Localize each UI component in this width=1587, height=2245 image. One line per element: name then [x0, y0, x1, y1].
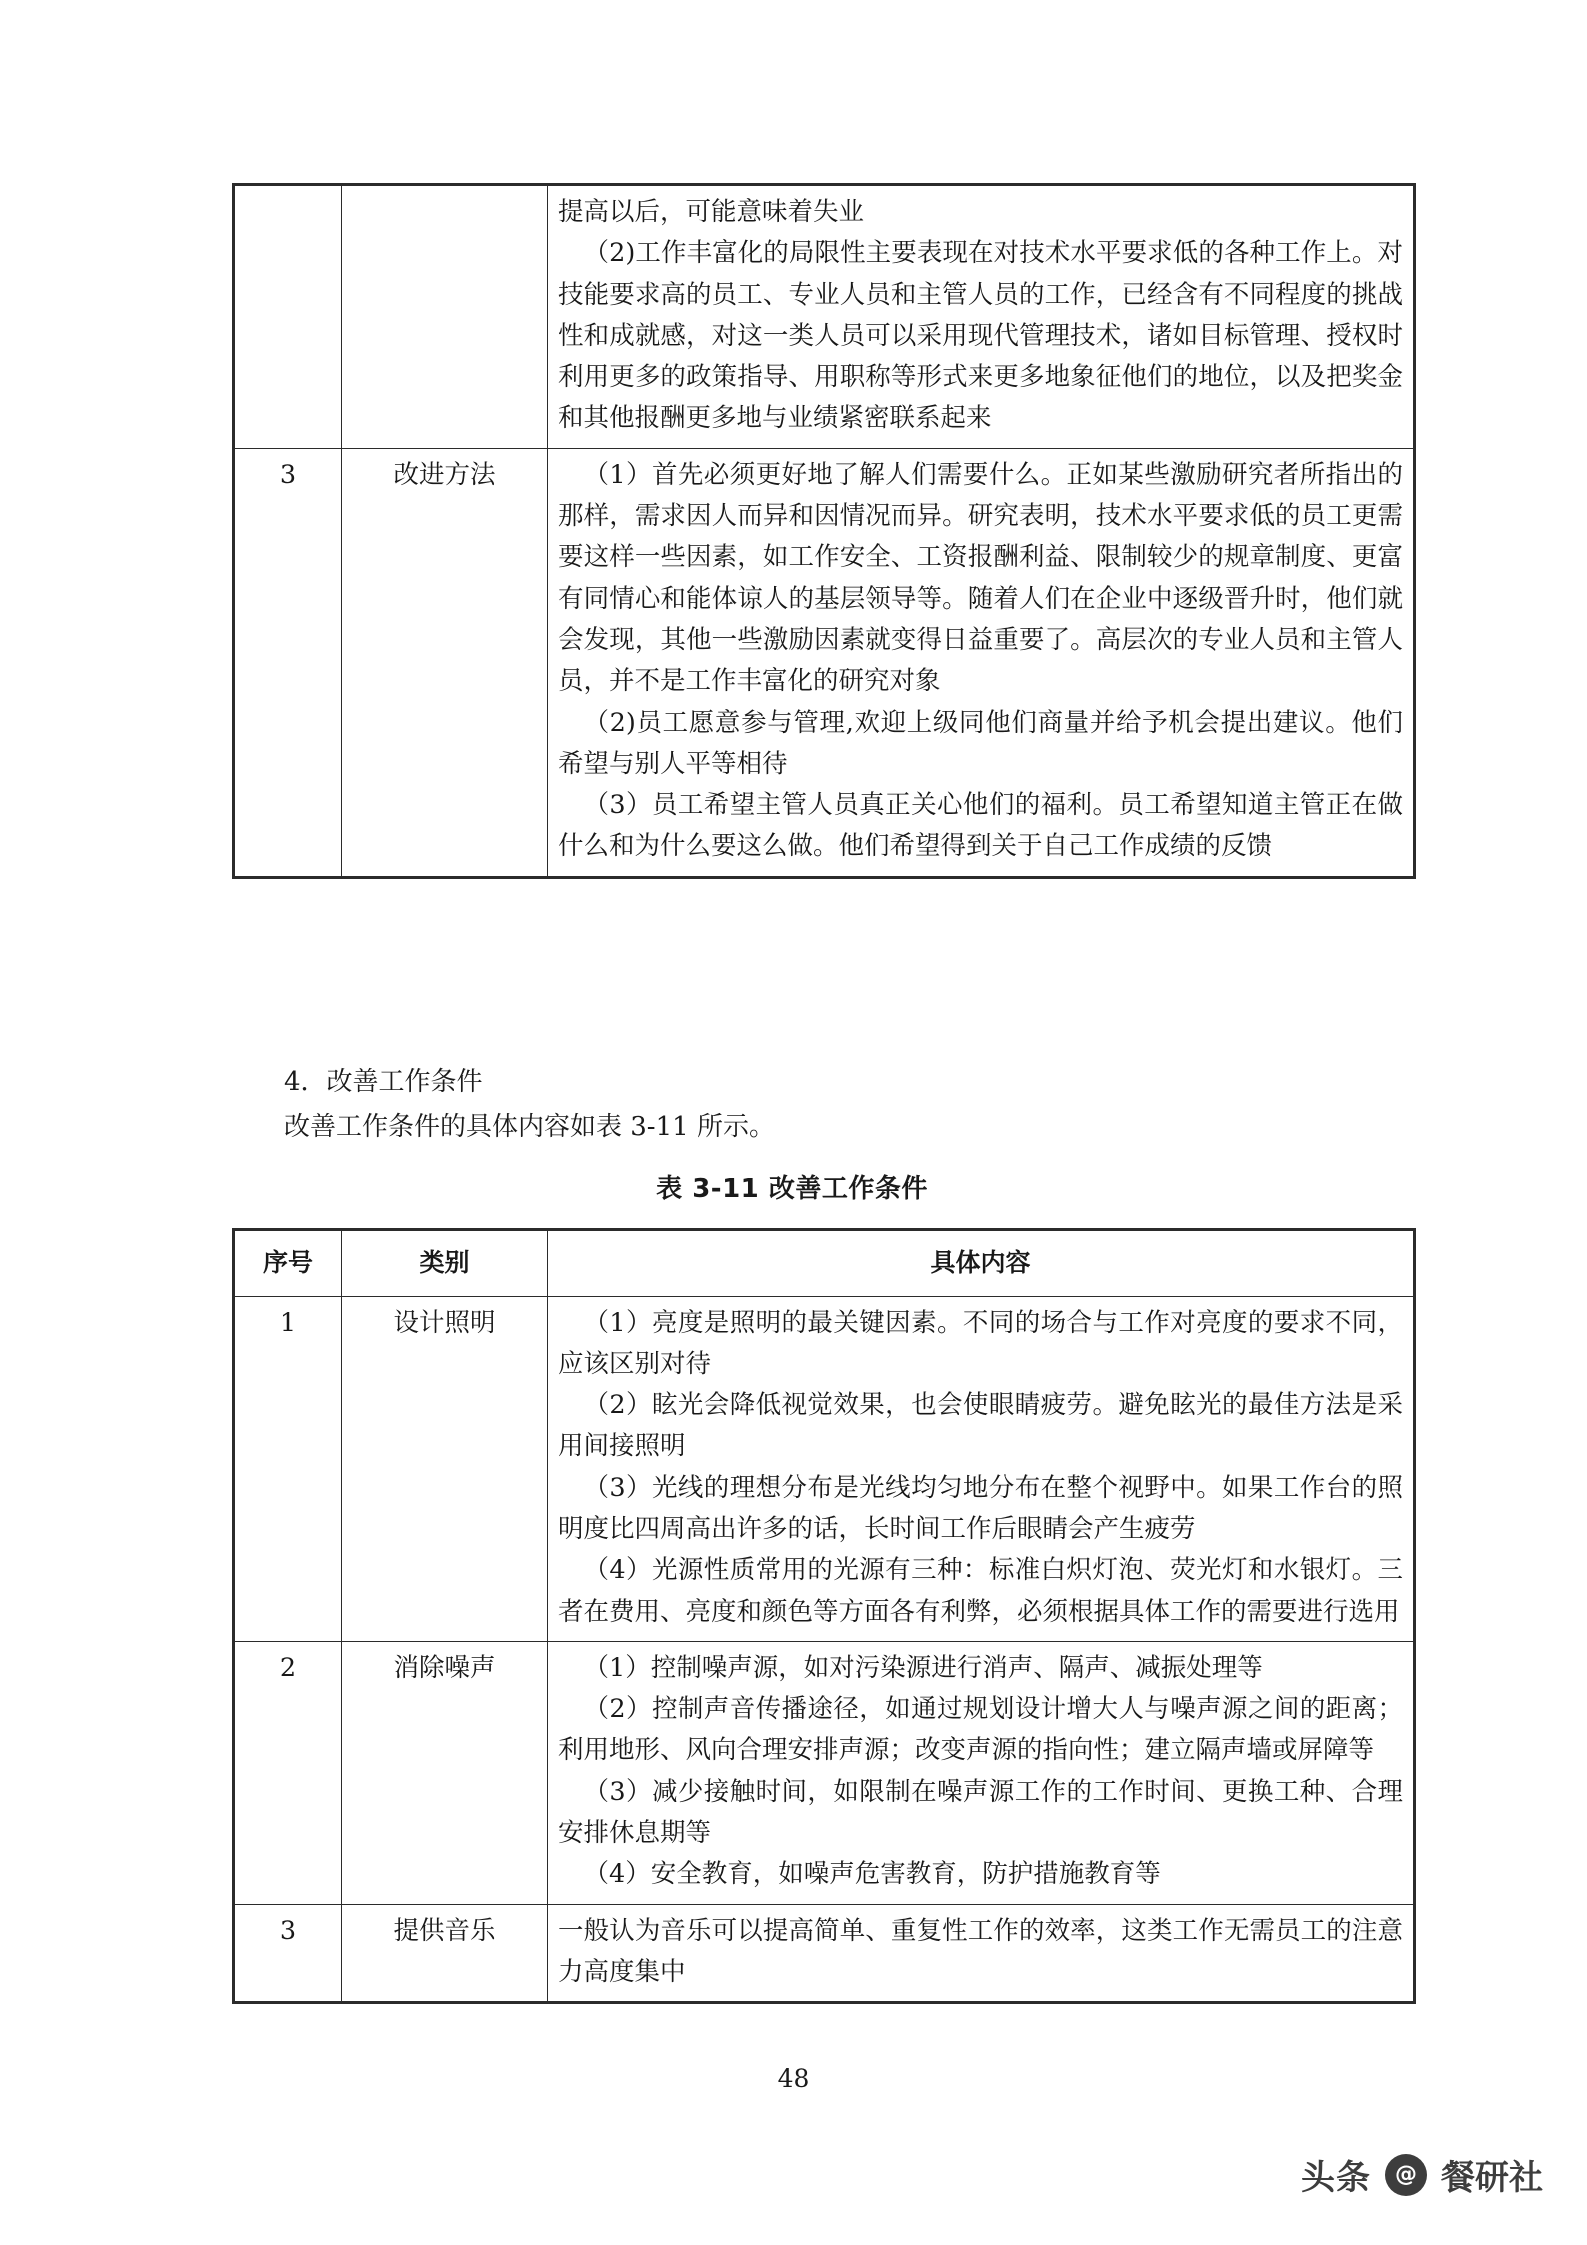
section-lead-paragraph: 改善工作条件的具体内容如表 3-11 所示。 [284, 1111, 775, 1142]
row-number-cell [234, 185, 342, 449]
table-continued-from-previous-page [232, 183, 1416, 879]
table-row [234, 185, 1415, 449]
header-cell-content: 具体内容 [548, 1230, 1415, 1297]
table-row [234, 1641, 1415, 1904]
row-content-cell [548, 1904, 1415, 2003]
content-paragraph: （2)员工愿意参与管理,欢迎上级同他们商量并给予机会提出建议。他们希望与别人平等相待 [558, 707, 1403, 779]
row-category-cell: 提供音乐 [342, 1904, 548, 2003]
row-category-cell: 消除噪声 [342, 1641, 548, 1904]
table-header-row [234, 1230, 1415, 1297]
content-paragraph: 提高以后，可能意味着失业 [558, 197, 865, 227]
content-paragraph: （2）眩光会降低视觉效果，也会使眼睛疲劳。避免眩光的最佳方法是采用间接照明 [558, 1390, 1403, 1462]
content-paragraph: （4）光源性质常用的光源有三种：标准白炽灯泡、荧光灯和水银灯。三者在费用、亮度和颜色等方面各有利弊，必须根据具体工作的需要进行选用 [558, 1555, 1403, 1627]
content-paragraph: （1）亮度是照明的最关键因素。不同的场合与工作对亮度的要求不同，应该区别对待 [558, 1307, 1403, 1379]
watermark-source-label: 头条 [1301, 2158, 1371, 2198]
row-category-cell: 设计照明 [342, 1296, 548, 1641]
row-category-cell: 改进方法 [342, 448, 548, 877]
row-content-cell [548, 448, 1415, 877]
table-row [234, 448, 1415, 877]
content-paragraph: （1）首先必须更好地了解人们需要什么。正如某些激励研究者所指出的那样，需求因人而异和因情况而异。研究表明，技术水平要求低的员工更需要这样一些因素，如工作安全、工资报酬利益、限制较少的规章制度、更富有同情心和能体谅人的基层领导等。随着人们在企业中逐级晋升时，他们就会发现，其他一些激励因素就变得日益重要了。高层次的专业人员和主管人员，并不是工作丰富化的研究对象 [558, 459, 1403, 697]
section-block [232, 1060, 1352, 1149]
table-3-11 [232, 1228, 1416, 2004]
section-heading: 4．改善工作条件 [284, 1067, 483, 1097]
row-content-cell [548, 1296, 1415, 1641]
content-paragraph: （3）员工希望主管人员真正关心他们的福利。员工希望知道主管正在做什么和为什么要这么做。他们希望得到关于自己工作成绩的反馈 [558, 790, 1403, 862]
row-content-cell [548, 1641, 1415, 1904]
content-paragraph: （2)工作丰富化的局限性主要表现在对技术水平要求低的各种工作上。对技能要求高的员工、专业人员和主管人员的工作，已经含有不同程度的挑战性和成就感，对这一类人员可以采用现代管理技术，诸如目标管理、授权时利用更多的政策指导、用职称等形式来更多地象征他们的地位，以及把奖金和其他报酬更多地与业绩紧密联系起来 [558, 238, 1403, 434]
watermark-at-icon: @ [1385, 2154, 1427, 2196]
row-number-cell: 3 [234, 1904, 342, 2003]
table-row [234, 1296, 1415, 1641]
row-content-cell [548, 185, 1415, 449]
content-paragraph: 一般认为音乐可以提高简单、重复性工作的效率，这类工作无需员工的注意力高度集中 [558, 1915, 1403, 1987]
content-paragraph: （3）减少接触时间，如限制在噪声源工作的工作时间、更换工种、合理安排休息期等 [558, 1776, 1403, 1849]
page-number: 48 [777, 2064, 810, 2093]
row-number-cell: 3 [234, 448, 342, 877]
row-number-cell: 1 [234, 1296, 342, 1641]
content-paragraph: （4）安全教育，如噪声危害教育，防护措施教育等 [583, 1859, 1161, 1890]
watermark [1301, 2150, 1543, 2199]
row-category-cell [342, 185, 548, 449]
content-paragraph: （1）控制噪声源，如对污染源进行消声、隔声、减振处理等 [583, 1652, 1263, 1683]
row-number-cell: 2 [234, 1641, 342, 1904]
table-caption: 表 3-11 改善工作条件 [656, 1174, 928, 1204]
header-cell-no: 序号 [234, 1230, 342, 1297]
header-cell-category: 类别 [342, 1230, 548, 1297]
content-paragraph: （2）控制声音传播途径，如通过规划设计增大人与噪声源之间的距离；利用地形、风向合理安排声源；改变声源的指向性；建立隔声墙或屏障等 [558, 1694, 1403, 1766]
content-paragraph: （3）光线的理想分布是光线均匀地分布在整个视野中。如果工作台的照明度比四周高出许多的话，长时间工作后眼睛会产生疲劳 [558, 1472, 1403, 1544]
watermark-account-label: 餐研社 [1441, 2158, 1543, 2198]
table-row [234, 1904, 1415, 2003]
